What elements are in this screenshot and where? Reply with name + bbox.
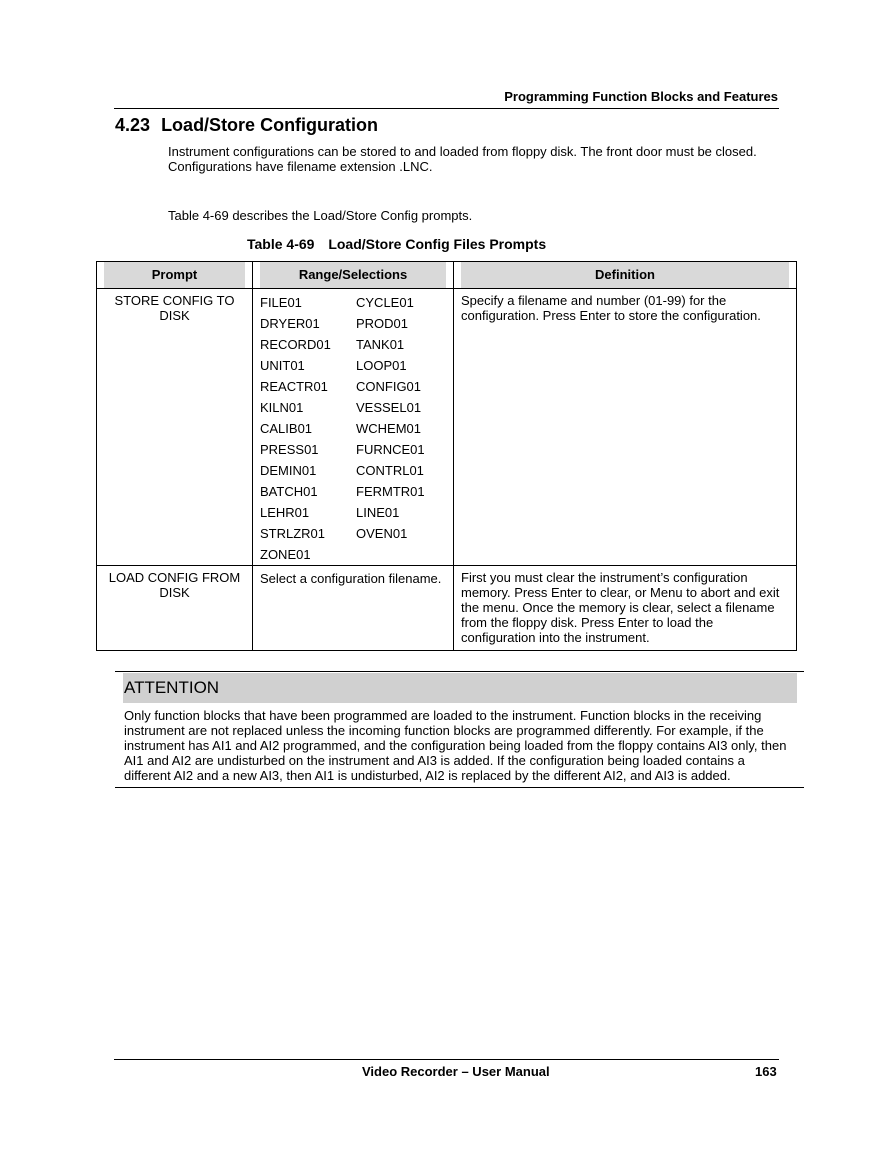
attention-banner [123, 673, 797, 703]
selection-item: PRESS01 [260, 442, 319, 457]
selection-item: DRYER01 [260, 316, 320, 331]
selection-item: STRLZR01 [260, 526, 326, 541]
row-definition: Specify a filename and number (01-99) for the configuration. Press Enter to store the configuration. [454, 289, 797, 566]
prompts-table [96, 261, 797, 651]
table-reference-text: Table 4-69 describes the Load/Store Config prompts. [168, 208, 473, 223]
section-number: 4.23 [115, 115, 151, 135]
table-header-row [97, 262, 797, 289]
section-heading: Load/Store Configuration [161, 115, 379, 135]
row-range-text: Select a configuration filename. [253, 566, 454, 651]
intro-paragraph [168, 144, 788, 174]
running-header: Programming Function Blocks and Features [504, 89, 778, 104]
selection-item: DEMIN01 [260, 463, 317, 478]
row-prompt: LOAD CONFIG FROM DISK [97, 566, 253, 651]
selection-item: UNIT01 [260, 358, 305, 373]
selection-item: TANK01 [356, 337, 405, 352]
selection-item: CONTRL01 [356, 463, 424, 478]
table-row [97, 289, 797, 566]
selection-list [260, 292, 449, 565]
selection-item: KILN01 [260, 400, 304, 415]
header-prompt: Prompt [97, 262, 253, 289]
intro-line-2: Configurations have filename extension .LNC. [168, 159, 433, 174]
selection-item: RECORD01 [260, 337, 331, 352]
selection-item: WCHEM01 [356, 421, 422, 436]
selection-item: LINE01 [356, 505, 400, 520]
attention-top-rule [115, 671, 804, 672]
selection-item: BATCH01 [260, 484, 318, 499]
page-number: 163 [755, 1064, 777, 1079]
row-definition: First you must clear the instrument’s configuration memory. Press Enter to clear, or Menu to abort and exit the menu. Once the memory is clear, select a filename from the floppy disk. Press Enter to load the configuration into the instrument. [454, 566, 797, 651]
attention-title: ATTENTION [124, 678, 220, 697]
selection-item: FILE01 [260, 295, 302, 310]
selection-item: REACTR01 [260, 379, 328, 394]
selection-item: OVEN01 [356, 526, 408, 541]
footer-rule [114, 1059, 779, 1060]
attention-text: Only function blocks that have been programmed are loaded to the instrument. Function blocks in the receiving instrument are not replaced unless the incoming function blocks are programmed differently. For example, if the instrument has AI1 and AI2 programmed, and the configuration being loaded from the floppy contains AI3 only, then AI1 and AI2 are undisturbed on the instrument and AI3 is added. If the configuration being loaded contains a different AI2 and a new AI3, then AI1 is undisturbed, AI2 is replaced by the different AI2, and AI3 is added. [124, 708, 787, 783]
intro-line-1: Instrument configurations can be stored to and loaded from floppy disk. The front door must be closed. [168, 144, 757, 159]
header-rule [114, 108, 779, 109]
selection-item: LOOP01 [356, 358, 407, 373]
attention-bottom-rule [115, 787, 804, 788]
selection-item: FURNCE01 [356, 442, 425, 457]
selection-item: ZONE01 [260, 547, 311, 562]
table-caption [247, 236, 546, 252]
selection-item: CALIB01 [260, 421, 313, 436]
selection-item: PROD01 [356, 316, 409, 331]
section-title [115, 115, 378, 136]
selection-item: CYCLE01 [356, 295, 414, 310]
table-caption-title: Load/Store Config Files Prompts [328, 236, 547, 252]
header-definition: Definition [454, 262, 797, 289]
selection-item: LEHR01 [260, 505, 310, 520]
table-row [97, 566, 797, 651]
footer-manual-title: Video Recorder – User Manual [362, 1064, 550, 1079]
row-prompt: STORE CONFIG TO DISK [97, 289, 253, 566]
header-range: Range/Selections [253, 262, 454, 289]
selection-item: VESSEL01 [356, 400, 422, 415]
selection-item: CONFIG01 [356, 379, 422, 394]
table-caption-number: Table 4-69 [247, 236, 315, 252]
row-selections [253, 289, 454, 566]
selection-item: FERMTR01 [356, 484, 425, 499]
